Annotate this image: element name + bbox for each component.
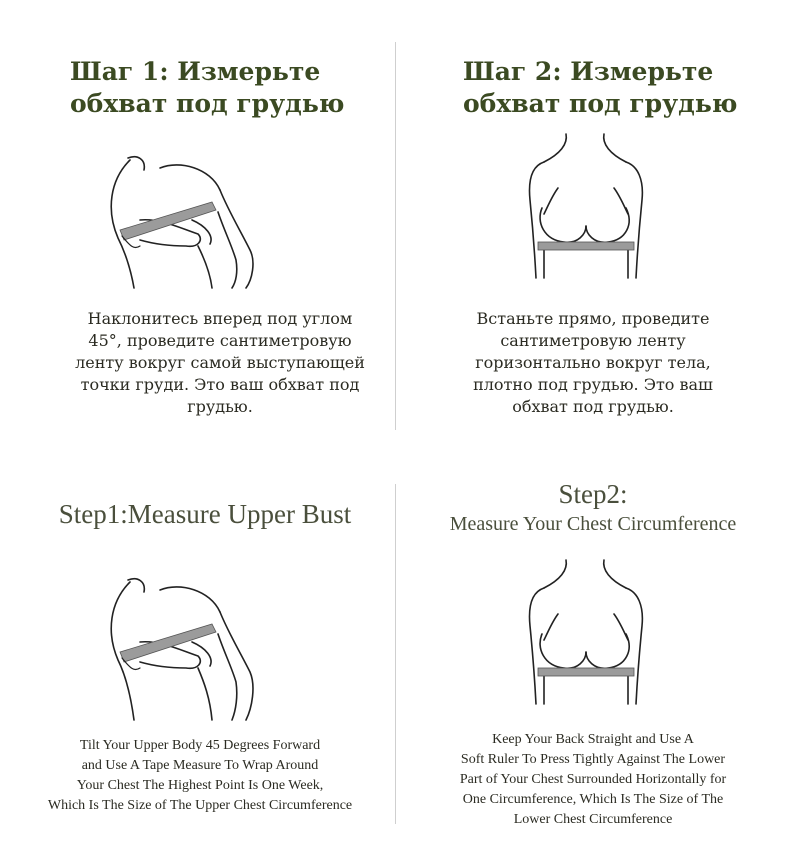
ru-step2-desc-line: горизонтально вокруг тела,: [475, 353, 711, 372]
en-step1-title: Step1:Measure Upper Bust: [58, 499, 352, 529]
en-step1-desc-line: Which Is The Size of The Upper Chest Circumference: [47, 798, 353, 813]
ru-step2-desc-line: плотно под грудью. Это ваш: [473, 375, 713, 394]
panel-ru-step1: [0, 0, 395, 440]
panel-ru-step2: [396, 0, 790, 440]
en-step2-desc-line: Lower Chest Circumference: [513, 812, 673, 827]
ru-step1-title-line1: Шаг 1: Измерьте: [70, 57, 321, 86]
ru-step1-description: [20, 308, 420, 418]
ru-step2-desc-line: сантиметровую ленту: [500, 331, 686, 350]
en-step2-desc-line: Soft Ruler To Press Tightly Against The Lower: [460, 752, 726, 767]
ru-step2-description: [396, 308, 790, 418]
ru-step1-desc-line: точки груди. Это ваш обхват под: [80, 375, 360, 394]
ru-step1-desc-line: ленту вокруг самой выступающей: [75, 353, 365, 372]
under-bust-figure-ru: [522, 130, 652, 280]
ru-step1-desc-line: грудью.: [187, 397, 253, 416]
ru-step1-title-line2: обхват под грудью: [70, 89, 345, 118]
en-step2-title-line2: Measure Your Chest Circumference: [449, 513, 737, 535]
ru-step2-title-line2: обхват под грудью: [463, 89, 738, 118]
panel-en-step2: [396, 440, 790, 850]
en-step1-desc-line: and Use A Tape Measure To Wrap Around: [81, 758, 319, 773]
en-step2-desc-line: One Circumference, Which Is The Size of The: [462, 792, 724, 807]
en-step1-desc-line: Tilt Your Upper Body 45 Degrees Forward: [79, 738, 321, 753]
en-step2-description: [396, 730, 790, 830]
upper-bust-figure-ru: [100, 150, 270, 290]
en-step1-desc-line: Your Chest The Highest Point Is One Week,: [76, 778, 324, 793]
en-step2-desc-line: Keep Your Back Straight and Use A: [492, 732, 694, 747]
ru-step1-title: [70, 56, 390, 120]
panel-en-step1: [0, 440, 395, 850]
under-bust-figure-en: [522, 556, 652, 706]
en-step2-desc-line: Part of Your Chest Surrounded Horizontally for: [459, 772, 727, 787]
ru-step1-desc-line: 45°, проведите сантиметровую: [88, 331, 352, 350]
ru-step2-desc-line: обхват под грудью.: [512, 397, 674, 416]
ru-step2-title: [463, 56, 783, 120]
upper-bust-figure-en: [100, 572, 270, 722]
en-step2-title-line1: Step2:: [558, 479, 628, 509]
ru-step1-desc-line: Наклонитесь вперед под углом: [87, 309, 353, 328]
ru-step2-title-line1: Шаг 2: Измерьте: [463, 57, 714, 86]
ru-step2-desc-line: Встаньте прямо, проведите: [476, 309, 710, 328]
en-step1-description: [0, 736, 400, 816]
